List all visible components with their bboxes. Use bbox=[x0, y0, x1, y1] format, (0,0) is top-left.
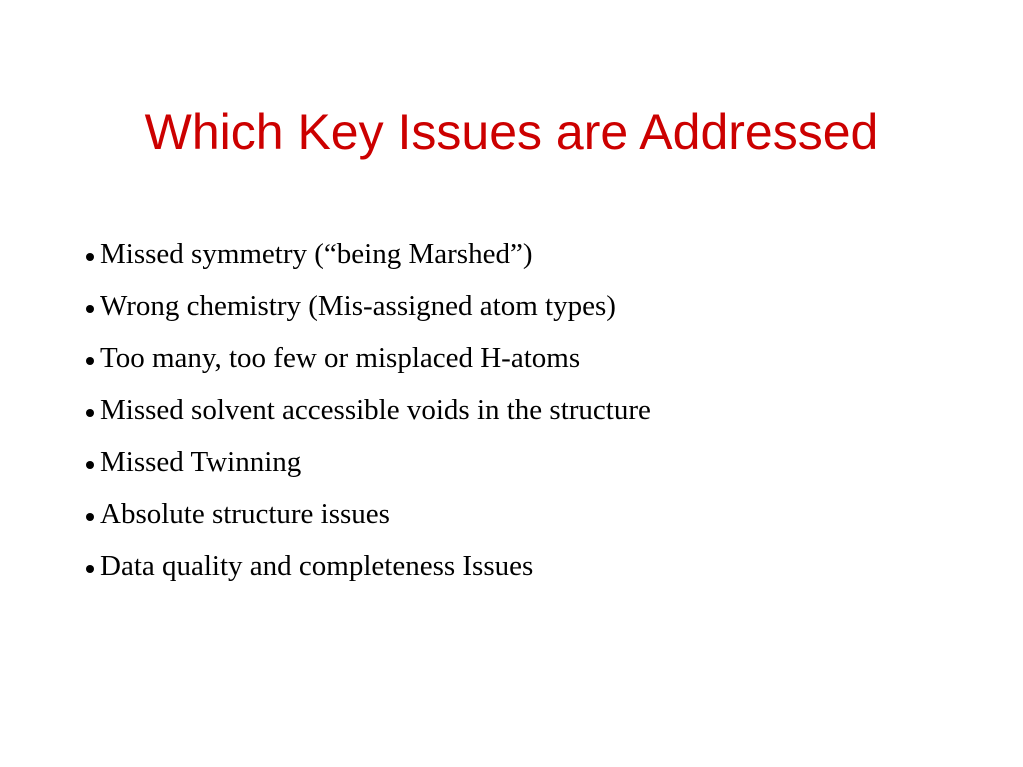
list-item bbox=[86, 540, 651, 592]
bullet-icon bbox=[86, 357, 94, 365]
list-item bbox=[86, 228, 651, 280]
bullet-text: Wrong chemistry (Mis-assigned atom types) bbox=[100, 289, 616, 322]
list-item bbox=[86, 280, 651, 332]
list-item bbox=[86, 488, 651, 540]
list-item bbox=[86, 384, 651, 436]
bullet-text: Too many, too few or misplaced H-atoms bbox=[100, 341, 581, 374]
bullet-icon bbox=[86, 461, 94, 469]
bullet-icon bbox=[86, 513, 94, 521]
list-item bbox=[86, 436, 651, 488]
list-item bbox=[86, 332, 651, 384]
bullet-text: Absolute structure issues bbox=[100, 497, 390, 530]
slide-title: Which Key Issues are Addressed bbox=[144, 104, 879, 160]
bullet-text: Missed symmetry (“being Marshed”) bbox=[100, 237, 533, 270]
bullet-text: Missed solvent accessible voids in the structure bbox=[100, 393, 651, 426]
bullet-icon bbox=[86, 305, 94, 313]
bullet-icon bbox=[86, 409, 94, 417]
bullet-icon bbox=[86, 253, 94, 261]
bullet-text: Missed Twinning bbox=[100, 445, 302, 478]
bullet-list bbox=[86, 228, 651, 592]
bullet-icon bbox=[86, 565, 94, 573]
bullet-text: Data quality and completeness Issues bbox=[100, 549, 534, 582]
